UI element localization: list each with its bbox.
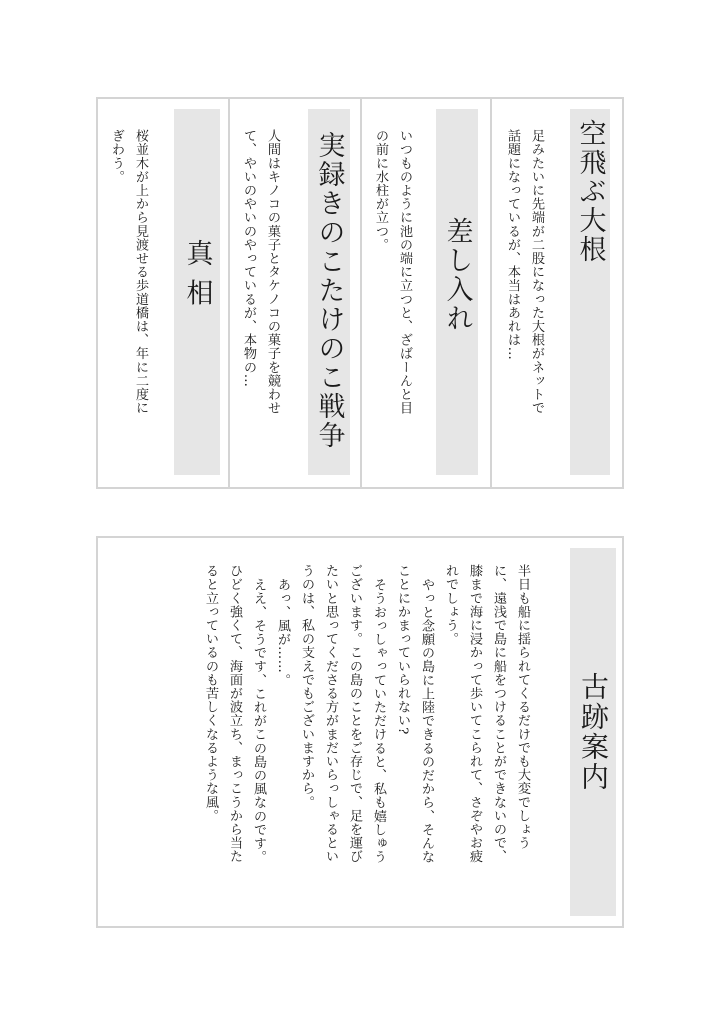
guide-body (198, 564, 534, 914)
text-line: に、遠浅で島に船をつけることができないので、 (491, 564, 506, 864)
text-line: 膝まで海に浸かって歩いてこられて、さぞやお疲 (467, 564, 482, 864)
article-body (236, 129, 284, 479)
article-title: 真 相 (174, 109, 220, 475)
text-line: ええ、そうです、これがこの島の風なのです。 (251, 578, 266, 864)
article-body (368, 129, 416, 479)
article-sashiire (362, 99, 490, 487)
article-kinoko-takenoko (230, 99, 360, 487)
text-line: ると立っているのも苦しくなるような風。 (203, 564, 218, 823)
article-title: 差し入れ (436, 109, 478, 475)
text-line: うのは、私の支えでもございますから。 (299, 564, 314, 809)
article-body (104, 129, 152, 479)
guide-title: 古跡案内 (570, 548, 616, 916)
article-flying-radish (492, 99, 622, 487)
text-line: ぎわう。 (109, 129, 124, 184)
article-title: 実録きのこたけのこ戦争 (308, 109, 350, 475)
text-line: あっ、風が……。 (275, 578, 290, 687)
text-line: やっと念願の島に上陸できるのだから、そんな (419, 578, 434, 864)
text-line: て、やいのやいのやっているが、本物の… (241, 129, 256, 388)
text-line: ことにかまっていられない? (395, 564, 410, 735)
column-divider (228, 99, 230, 487)
ancient-site-guide-panel (96, 536, 624, 928)
column-divider (360, 99, 362, 487)
article-shinso (98, 99, 228, 487)
top-articles-panel (96, 97, 624, 489)
text-line: いつものように池の端に立つと、ざばーんと目 (397, 129, 412, 415)
text-line: ございます。この島のことをご存じで、足を運び (347, 564, 362, 864)
text-line: 半日も船に揺られてくるだけでも大変でしょう (515, 564, 530, 850)
article-body (500, 129, 548, 479)
text-line: ひどく強くて、海面が波立ち、まっこうから当た (227, 564, 242, 864)
text-line: 話題になっているが、本当はあれは… (505, 129, 520, 361)
text-line: の前に水柱が立つ。 (373, 129, 388, 252)
text-line: れでしょう。 (443, 564, 458, 646)
text-line: たいと思ってくださる方がまだいらっしゃるとい (323, 564, 338, 864)
text-line: 人間はキノコの菓子とタケノコの菓子を競わせ (265, 129, 280, 415)
text-line: 足みたいに先端が二股になった大根がネットで (529, 129, 544, 415)
text-line: そうおっしゃっていただけると、私も嬉しゅう (371, 578, 386, 864)
article-title: 空飛ぶ大根 (570, 109, 610, 475)
column-divider (490, 99, 492, 487)
text-line: 桜並木が上から見渡せる歩道橋は、年に二度に (133, 129, 148, 415)
